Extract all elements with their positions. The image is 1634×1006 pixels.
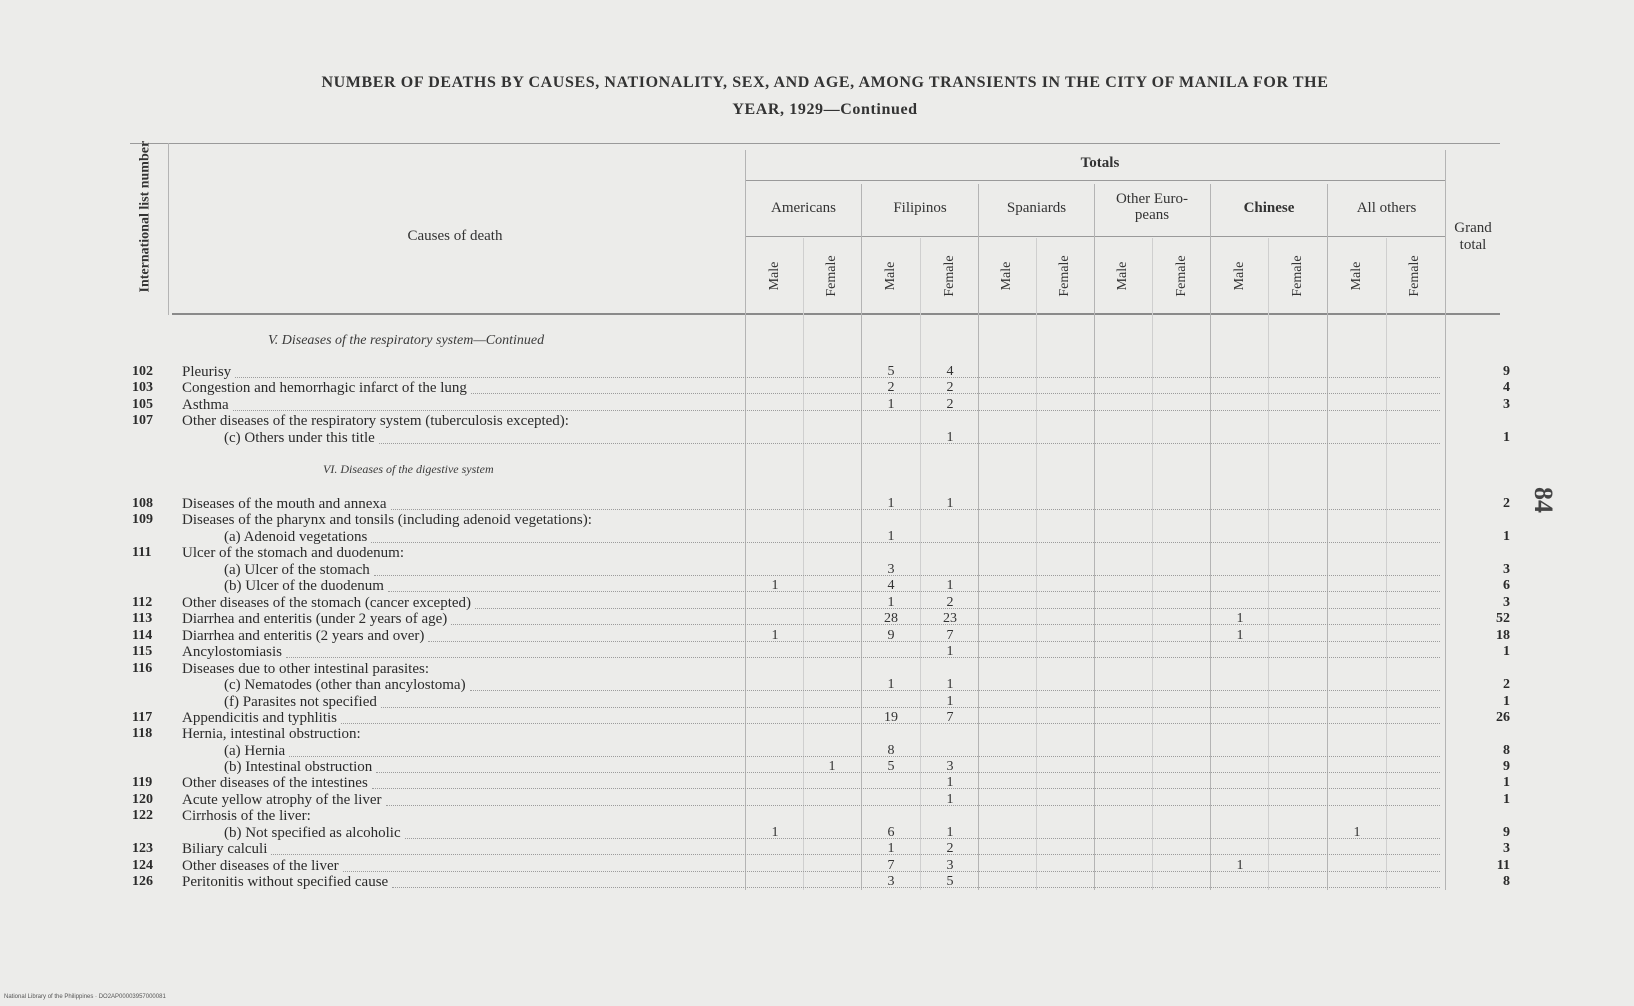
leader-dots bbox=[379, 443, 1440, 444]
grand-total-cell: 1 bbox=[1503, 644, 1510, 659]
page-number: 84 bbox=[1529, 487, 1558, 513]
cause-of-death: (b) Ulcer of the duodenum bbox=[224, 578, 384, 594]
cause-of-death: Ulcer of the stomach and duodenum: bbox=[182, 545, 405, 561]
table-row bbox=[0, 628, 1634, 644]
count-cell-fil-f: 1 bbox=[946, 430, 954, 445]
leader-dots bbox=[388, 591, 1440, 592]
count-cell-fil-m: 5 bbox=[887, 759, 895, 774]
count-cell-fil-m: 4 bbox=[887, 578, 895, 593]
page-title-line2: YEAR, 1929—Continued bbox=[732, 101, 918, 118]
table-row bbox=[0, 808, 1634, 824]
female-header: Female bbox=[1057, 255, 1072, 297]
count-cell-fil-f: 1 bbox=[946, 578, 954, 593]
intl-list-number: 108 bbox=[132, 496, 153, 511]
grand-total-cell: 4 bbox=[1503, 380, 1510, 395]
table-row bbox=[0, 759, 1634, 775]
cause-of-death: Cirrhosis of the liver: bbox=[182, 808, 311, 824]
count-cell-fil-f: 1 bbox=[946, 677, 954, 692]
groups-rule bbox=[745, 236, 1445, 237]
leader-dots bbox=[391, 509, 1440, 510]
female-header: Female bbox=[942, 255, 957, 297]
leader-dots bbox=[271, 854, 1440, 855]
grand-total-cell: 8 bbox=[1503, 874, 1510, 889]
grand-total-cell: 9 bbox=[1503, 364, 1510, 379]
table-row bbox=[0, 364, 1634, 380]
count-cell-fil-f: 1 bbox=[946, 496, 954, 511]
table-row bbox=[0, 874, 1634, 890]
count-cell-ch-m: 1 bbox=[1236, 858, 1244, 873]
count-cell-fil-m: 3 bbox=[887, 562, 895, 577]
cause-of-death: Ancylostomiasis bbox=[182, 644, 282, 660]
table-row bbox=[0, 825, 1634, 841]
table-row bbox=[0, 694, 1634, 710]
leader-dots bbox=[374, 575, 1440, 576]
intl-list-number: 113 bbox=[132, 611, 153, 626]
intl-list-header: International list number bbox=[137, 140, 153, 293]
table-row bbox=[0, 743, 1634, 759]
cause-of-death: Diarrhea and enteritis (under 2 years of age) bbox=[182, 611, 448, 627]
footer-caption: National Library of the Philippines · DO2AP00003957000081 bbox=[4, 994, 166, 1000]
table-row bbox=[0, 726, 1634, 742]
count-cell-fil-f: 1 bbox=[946, 694, 954, 709]
intl-list-number: 122 bbox=[132, 808, 153, 823]
table-row bbox=[0, 611, 1634, 627]
totals-rule bbox=[745, 180, 1445, 181]
intl-list-number: 120 bbox=[132, 792, 153, 807]
table-row bbox=[0, 661, 1634, 677]
grand-total-cell: 1 bbox=[1503, 792, 1510, 807]
grand-total-cell: 3 bbox=[1503, 595, 1510, 610]
count-cell-fil-m: 3 bbox=[887, 874, 895, 889]
count-cell-fil-f: 2 bbox=[946, 595, 954, 610]
intl-list-number: 114 bbox=[132, 628, 153, 643]
count-cell-fil-f: 2 bbox=[946, 841, 954, 856]
count-cell-fil-m: 8 bbox=[887, 743, 895, 758]
leader-dots bbox=[428, 641, 1440, 642]
section-heading-v: V. Diseases of the respiratory system—Continued bbox=[268, 333, 545, 348]
count-cell-fil-f: 2 bbox=[946, 380, 954, 395]
leader-dots bbox=[286, 657, 1440, 658]
table-row bbox=[0, 413, 1634, 429]
cause-of-death: Diseases of the mouth and annexa bbox=[182, 496, 387, 512]
cause-of-death: (a) Adenoid vegetations bbox=[224, 529, 368, 545]
count-cell-fil-f: 23 bbox=[943, 611, 957, 626]
count-cell-fil-f: 1 bbox=[946, 825, 954, 840]
count-cell-fil-f: 1 bbox=[946, 792, 954, 807]
cause-of-death: Other diseases of the stomach (cancer excepted) bbox=[182, 595, 472, 611]
male-header: Male bbox=[1232, 261, 1247, 291]
table-row bbox=[0, 775, 1634, 791]
group-header-spaniards: Spaniards bbox=[1006, 200, 1067, 216]
grand-total-header: Grand total bbox=[1454, 220, 1492, 253]
cause-of-death: Other diseases of the intestines bbox=[182, 775, 368, 791]
count-cell-fil-m: 19 bbox=[884, 710, 898, 725]
group-header-filipinos: Filipinos bbox=[893, 200, 947, 216]
group-header-americans: Americans bbox=[771, 200, 836, 216]
grand-total-cell: 3 bbox=[1503, 397, 1510, 412]
count-cell-fil-f: 1 bbox=[946, 775, 954, 790]
count-cell-am-m: 1 bbox=[771, 628, 779, 643]
intl-list-number: 103 bbox=[132, 380, 153, 395]
count-cell-ch-m: 1 bbox=[1236, 628, 1244, 643]
male-header: Male bbox=[1115, 261, 1130, 291]
cause-of-death: (a) Ulcer of the stomach bbox=[224, 562, 370, 578]
intl-list-number: 115 bbox=[132, 644, 153, 659]
female-header: Female bbox=[824, 255, 839, 297]
intl-list-number: 102 bbox=[132, 364, 153, 379]
count-cell-ch-m: 1 bbox=[1236, 611, 1244, 626]
table-row bbox=[0, 595, 1634, 611]
leader-dots bbox=[235, 377, 1440, 378]
count-cell-fil-m: 28 bbox=[884, 611, 898, 626]
count-cell-fil-m: 6 bbox=[887, 825, 895, 840]
count-cell-fil-m: 1 bbox=[887, 397, 895, 412]
cause-of-death: (c) Others under this title bbox=[224, 430, 375, 446]
cause-of-death: (b) Intestinal obstruction bbox=[224, 759, 373, 775]
table-row bbox=[0, 841, 1634, 857]
leader-dots bbox=[289, 756, 1440, 757]
leader-dots bbox=[376, 772, 1440, 773]
grand-total-cell: 26 bbox=[1496, 710, 1510, 725]
count-cell-fil-m: 7 bbox=[887, 858, 895, 873]
table-row bbox=[0, 380, 1634, 396]
intl-list-number: 116 bbox=[132, 661, 153, 676]
grand-total-cell: 1 bbox=[1503, 694, 1510, 709]
grand-total-cell: 9 bbox=[1503, 759, 1510, 774]
grand-total-cell: 3 bbox=[1503, 841, 1510, 856]
leader-dots bbox=[372, 788, 1440, 789]
table-row bbox=[0, 644, 1634, 660]
intl-list-number: 112 bbox=[132, 595, 153, 610]
table-row bbox=[0, 858, 1634, 874]
cause-of-death: Diseases due to other intestinal parasites: bbox=[182, 661, 430, 677]
count-cell-fil-f: 2 bbox=[946, 397, 954, 412]
leader-dots bbox=[233, 410, 1440, 411]
intl-list-number: 105 bbox=[132, 397, 153, 412]
count-cell-ot-m: 1 bbox=[1353, 825, 1361, 840]
count-cell-am-m: 1 bbox=[771, 825, 779, 840]
cause-of-death: Acute yellow atrophy of the liver bbox=[182, 792, 382, 808]
count-cell-fil-f: 7 bbox=[946, 710, 954, 725]
cause-of-death: Other diseases of the respiratory system (tuberculosis excepted): bbox=[182, 413, 569, 429]
intl-list-number: 126 bbox=[132, 874, 153, 889]
table-row bbox=[0, 430, 1634, 446]
cause-of-death: Peritonitis without specified cause bbox=[182, 874, 389, 890]
totals-header: Totals bbox=[1080, 155, 1120, 171]
grand-total-cell: 1 bbox=[1503, 775, 1510, 790]
grand-total-cell: 9 bbox=[1503, 825, 1510, 840]
table-row bbox=[0, 710, 1634, 726]
group-header-other-europeans: Other Euro-peans bbox=[1115, 191, 1189, 223]
section-heading-vi: VI. Diseases of the digestive system bbox=[323, 462, 494, 476]
intl-list-number: 107 bbox=[132, 413, 153, 428]
grand-total-cell: 2 bbox=[1503, 677, 1510, 692]
table-row bbox=[0, 562, 1634, 578]
grand-total-cell: 2 bbox=[1503, 496, 1510, 511]
group-header-chinese: Chinese bbox=[1243, 200, 1295, 216]
table-row bbox=[0, 677, 1634, 693]
grand-total-cell: 11 bbox=[1496, 858, 1510, 873]
cause-of-death: (f) Parasites not specified bbox=[224, 694, 377, 710]
col-divider bbox=[168, 143, 169, 315]
table-row bbox=[0, 397, 1634, 413]
male-header: Male bbox=[999, 261, 1014, 291]
female-header: Female bbox=[1407, 255, 1422, 297]
male-header: Male bbox=[883, 261, 898, 291]
leader-dots bbox=[392, 887, 1440, 888]
table-row bbox=[0, 578, 1634, 594]
table-row bbox=[0, 792, 1634, 808]
header-bottom-rule bbox=[172, 313, 1500, 315]
intl-list-number: 111 bbox=[132, 545, 152, 560]
count-cell-am-m: 1 bbox=[771, 578, 779, 593]
grand-total-cell: 3 bbox=[1503, 562, 1510, 577]
cause-of-death: Diseases of the pharynx and tonsils (including adenoid vegetations): bbox=[182, 512, 592, 528]
table-row bbox=[0, 496, 1634, 512]
count-cell-am-f: 1 bbox=[828, 759, 836, 774]
group-header-all-others: All others bbox=[1356, 200, 1417, 216]
count-cell-fil-f: 4 bbox=[946, 364, 954, 379]
count-cell-fil-m: 9 bbox=[887, 628, 895, 643]
count-cell-fil-m: 5 bbox=[887, 364, 895, 379]
leader-dots bbox=[381, 707, 1440, 708]
grand-total-cell: 18 bbox=[1496, 628, 1510, 643]
table-row bbox=[0, 512, 1634, 528]
count-cell-fil-m: 1 bbox=[887, 496, 895, 511]
leader-dots bbox=[386, 805, 1440, 806]
cause-of-death: (c) Nematodes (other than ancylostoma) bbox=[224, 677, 466, 693]
cause-of-death: (b) Not specified as alcoholic bbox=[224, 825, 401, 841]
female-header: Female bbox=[1290, 255, 1305, 297]
leader-dots bbox=[405, 838, 1440, 839]
page-title-line1: NUMBER OF DEATHS BY CAUSES, NATIONALITY, SEX, AND AGE, AMONG TRANSIENTS IN THE CITY OF MANILA FOR THE bbox=[321, 74, 1329, 91]
grand-total-cell: 1 bbox=[1503, 430, 1510, 445]
count-cell-fil-m: 1 bbox=[887, 841, 895, 856]
cause-of-death: Congestion and hemorrhagic infarct of the lung bbox=[182, 380, 467, 396]
table-row bbox=[0, 529, 1634, 545]
cause-of-death: Asthma bbox=[182, 397, 229, 413]
intl-list-number: 119 bbox=[132, 775, 153, 790]
cause-of-death: Biliary calculi bbox=[182, 841, 268, 857]
count-cell-fil-f: 5 bbox=[946, 874, 954, 889]
intl-list-number: 109 bbox=[132, 512, 153, 527]
cause-of-death: Hernia, intestinal obstruction: bbox=[182, 726, 361, 742]
intl-list-number: 117 bbox=[132, 710, 153, 725]
cause-of-death: Diarrhea and enteritis (2 years and over) bbox=[182, 628, 425, 644]
cause-of-death: Other diseases of the liver bbox=[182, 858, 339, 874]
count-cell-fil-f: 1 bbox=[946, 644, 954, 659]
causes-header: Causes of death bbox=[407, 228, 503, 244]
count-cell-fil-m: 1 bbox=[887, 529, 895, 544]
intl-list-number: 123 bbox=[132, 841, 153, 856]
intl-list-number: 124 bbox=[132, 858, 153, 873]
cause-of-death: (a) Hernia bbox=[224, 743, 286, 759]
grand-total-cell: 6 bbox=[1503, 578, 1510, 593]
grand-total-cell: 52 bbox=[1496, 611, 1510, 626]
cause-of-death: Appendicitis and typhlitis bbox=[182, 710, 337, 726]
table-row bbox=[0, 545, 1634, 561]
count-cell-fil-m: 1 bbox=[887, 677, 895, 692]
male-header: Male bbox=[767, 261, 782, 291]
grand-total-cell: 8 bbox=[1503, 743, 1510, 758]
count-cell-fil-f: 3 bbox=[946, 858, 954, 873]
count-cell-fil-f: 7 bbox=[946, 628, 954, 643]
grand-total-cell: 1 bbox=[1503, 529, 1510, 544]
cause-of-death: Pleurisy bbox=[182, 364, 232, 380]
intl-list-number: 118 bbox=[132, 726, 153, 741]
count-cell-fil-f: 3 bbox=[946, 759, 954, 774]
count-cell-fil-m: 1 bbox=[887, 595, 895, 610]
count-cell-fil-m: 2 bbox=[887, 380, 895, 395]
female-header: Female bbox=[1174, 255, 1189, 297]
male-header: Male bbox=[1349, 261, 1364, 291]
table-top-rule bbox=[130, 143, 1500, 144]
